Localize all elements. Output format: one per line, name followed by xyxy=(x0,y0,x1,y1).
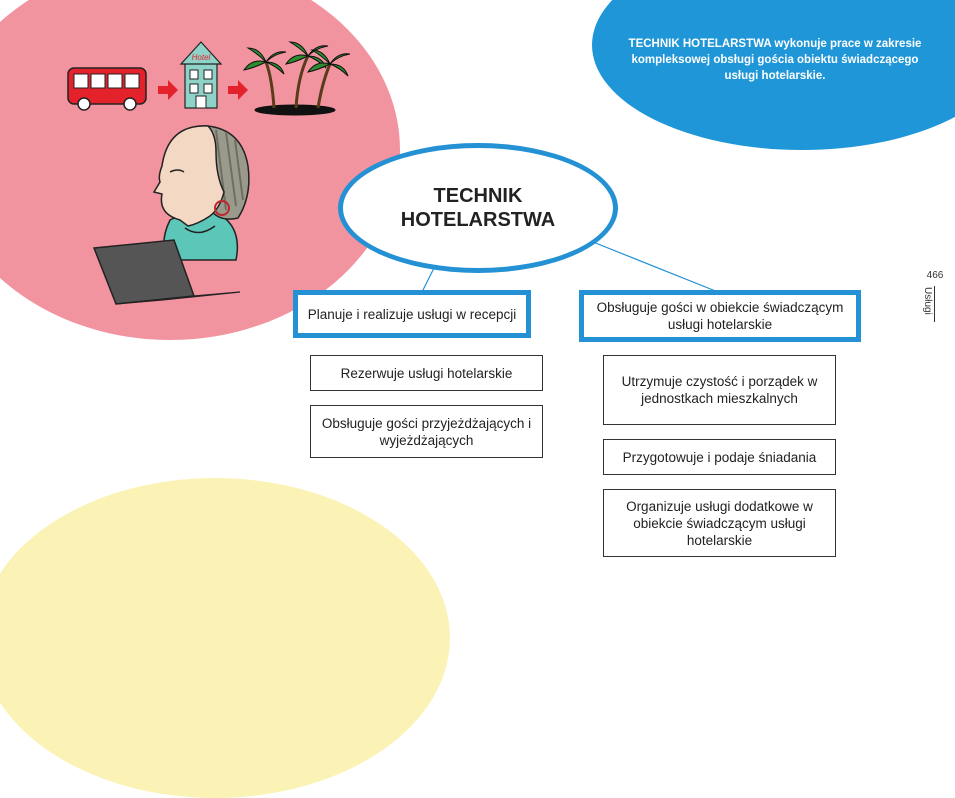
right-item-box xyxy=(603,355,836,425)
right-item-3: Organizuje usługi dodatkowe w obiekcie świadczącym usługi hotelarskie xyxy=(626,498,813,548)
right-branch-box xyxy=(579,290,861,342)
hotel-sign-text: Hotel xyxy=(191,53,211,62)
profession-ellipse xyxy=(338,143,618,273)
page-divider xyxy=(934,286,935,322)
intro-text: TECHNIK HOTELARSTWA wykonuje prace w zakresie kompleksowej obsługi gościa obiektu świadczącego usługi hotelarskie. xyxy=(628,38,922,82)
left-branch-box xyxy=(293,290,531,338)
right-item-2: Przygotowuje i podaje śniadania xyxy=(622,449,817,465)
left-item-box xyxy=(310,405,543,458)
right-branch-title: Obsługuje gości w obiekcie świadczącym usługi hotelarskie xyxy=(596,300,844,332)
right-item-1: Utrzymuje czystość i porządek w jednostkach mieszkalnych xyxy=(621,374,818,406)
left-branch-title: Planuje i realizuje usługi w recepcji xyxy=(307,306,517,322)
left-item-1: Rezerwuje usługi hotelarskie xyxy=(340,365,513,381)
left-item-2: Obsługuje gości przyjeżdżających i wyjeżdżających xyxy=(321,415,532,448)
right-item-box xyxy=(603,489,836,557)
section-label: Usługi xyxy=(922,287,933,315)
page-number: 466 xyxy=(926,270,944,281)
right-item-box xyxy=(603,439,836,475)
profession-title-line2: HOTELARSTWA xyxy=(400,209,556,231)
left-item-box xyxy=(310,355,543,391)
profession-title-line1: TECHNIK xyxy=(433,185,523,207)
